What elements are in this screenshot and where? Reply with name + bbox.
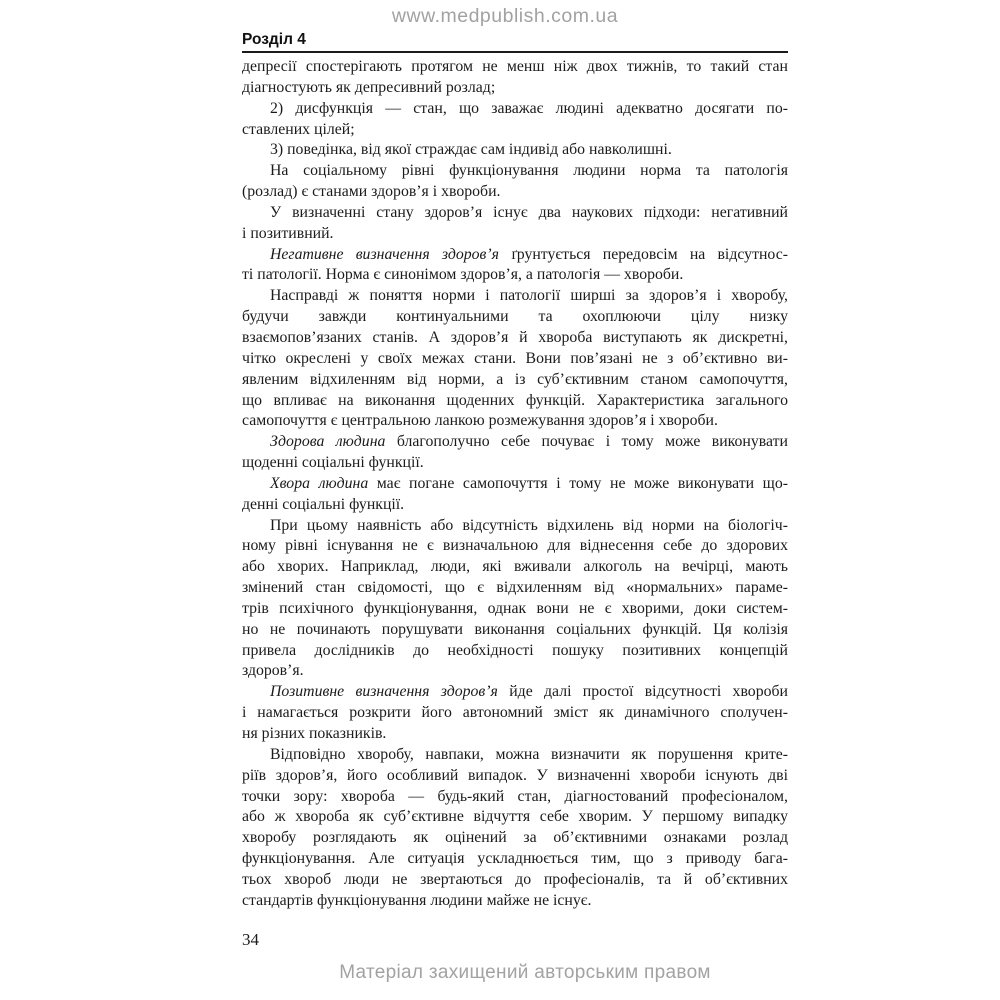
text-line: 2) дисфункція — стан, що заважає людині адекватно досягати по- [270, 99, 788, 117]
italic-lead: Позитивне визначення здоров’я [270, 683, 510, 701]
text-line: но не починають порушувати виконання соціальних функцій. Ця колізія [242, 620, 788, 638]
text-line: і намагається розкрити його автономний зміст як динамічного сполучен- [242, 704, 788, 722]
text-line: і позитивний. [242, 224, 334, 242]
site-watermark: www.medpublish.com.ua [391, 5, 619, 27]
text-line: При цьому наявність або відсутність відхилень від норми на біологіч- [270, 516, 788, 534]
heading-rule [242, 51, 788, 53]
text-line: депресії спостерігають протягом не менш ніж двох тижнів, то такий стан [242, 58, 788, 75]
text-line: Позитивне визначення здоров’я йде далі простої відсутності хвороби [270, 683, 788, 701]
text-line: ті патології. Норма є синонімом здоров’я, а патологія — хвороби. [242, 266, 684, 284]
text-line: Відповідно хворобу, навпаки, можна визначити як порушення крите- [270, 745, 788, 763]
text-line: Насправді ж поняття норми і патології ширші за здоров’я і хворобу, [270, 287, 788, 305]
text-line: Здорова людина благополучно себе почуває і тому може виконувати [270, 433, 788, 451]
text-line: ріїв здоров’я, його особливий випадок. У визначенні хвороби існують дві [242, 766, 788, 784]
text-line: чітко окреслені у своїх межах стани. Вони пов’язані не з об’єктивно ви- [242, 349, 788, 367]
text-line: функціонування. Але ситуація ускладнюється тим, що з приводу бага- [242, 850, 788, 868]
text-line: ня різних показників. [242, 725, 387, 742]
text-line: привела дослідників до необхідності пошуку позитивних концепцій [242, 641, 788, 659]
text-line: здоров’я. [242, 662, 304, 680]
italic-lead: Негативне визначення здоров’я [270, 245, 512, 263]
text-line: У визначенні стану здоров’я існує два наукових підходи: негативний [270, 203, 788, 221]
text-line: змінений стан свідомості, що є відхиленням від «нормальних» параме- [242, 579, 788, 597]
text-line: або ж хвороба як суб’єктивне відчуття себе хворим. У першому випадку [242, 808, 788, 826]
text-line: Хвора людина має погане самопочуття і тому не може виконувати що- [270, 474, 788, 492]
text-line: точки зору: хвороба — будь-який стан, діагностований професіоналом, [242, 787, 788, 805]
text-line: хворобу розглядають як оцінений за об’єктивними ознаками розлад [242, 829, 788, 847]
page-body [242, 57, 788, 912]
text-line: (розлад) є станами здоров’я і хвороби. [242, 183, 501, 201]
text-line: стандартів функціонування людини майже не існує. [242, 891, 592, 909]
text-line: трів психічного функціонування, однак вони не є хворими, доки систем- [242, 599, 788, 617]
text-line: діагностують як депресивний розлад; [242, 78, 496, 96]
text-line: ставлених цілей; [242, 120, 355, 138]
text-line: що впливає на виконання щоденних функцій. Характеристика загального [242, 391, 788, 409]
text-line: тьох хвороб люди не звертаються до професіоналів, та й об’єктивних [242, 870, 788, 888]
text-line: Негативне визначення здоров’я ґрунтується передовсім на відсутнос- [270, 245, 788, 263]
text-line: будучи завжди континуальними та охоплюючи цілу низку [242, 308, 788, 326]
text-line: явленим відхиленням від норми, а із суб’єктивним станом самопочуття, [242, 370, 788, 388]
chapter-heading: Розділ 4 [242, 31, 306, 48]
text-line: денні соціальні функції. [242, 495, 405, 513]
text-line: 3) поведінка, від якої страждає сам індивід або навколишні. [270, 141, 672, 159]
italic-lead: Хвора людина [270, 474, 377, 492]
text-line: ному рівні існування не є визначальною для віднесення себе до здорових [242, 537, 788, 555]
text-line: взаємопов’язаних станів. А здоров’я й хвороба виступають як дискретні, [242, 328, 788, 346]
text-line: самопочуття є центральною ланкою розмежування здоров’я і хвороби. [242, 412, 718, 430]
text-line: На соціальному рівні функціонування людини норма та патологія [270, 162, 788, 180]
page-number: 34 [242, 930, 259, 949]
text-line: щоденні соціальні функції. [242, 454, 424, 472]
copyright-watermark: Матеріал захищений авторським правом [339, 962, 711, 983]
text-line: або хворих. Наприклад, люди, які вживали алкоголь на вечірці, мають [242, 558, 788, 576]
italic-lead: Здорова людина [270, 433, 397, 451]
